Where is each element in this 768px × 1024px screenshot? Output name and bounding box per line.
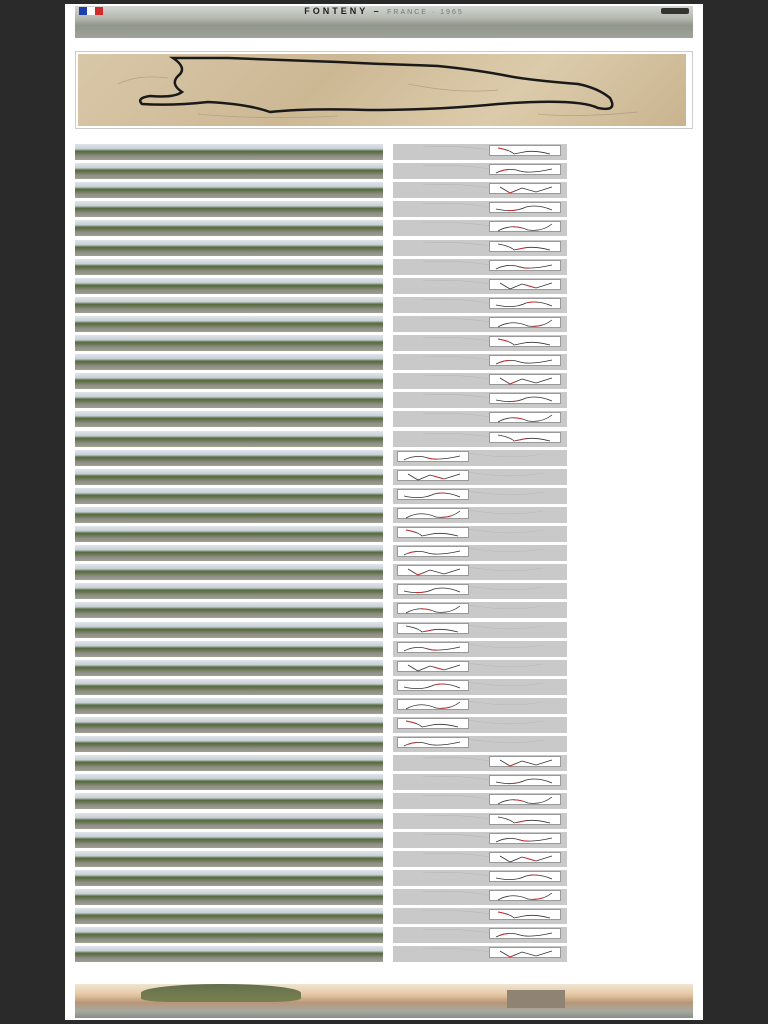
segment-description [577,507,693,523]
mini-track-map [489,298,561,309]
segment-description [577,373,693,389]
mini-track-map [397,623,469,634]
segment-row [75,774,693,790]
segment-description [577,450,693,466]
segment-row [75,660,693,676]
segment-description [577,411,693,427]
segment-row [75,526,693,542]
segment-description [577,392,693,408]
intro-text [75,40,693,50]
segment-description [577,774,693,790]
segment-description [577,927,693,943]
circuit-map [75,51,693,129]
track-diagram-panel [393,946,567,962]
segment-row [75,889,693,905]
segment-description [577,832,693,848]
track-diagram-panel [393,392,567,408]
track-diagram-panel [393,144,567,160]
road-photo-strip [75,679,383,695]
segment-description [577,755,693,771]
mini-track-map [489,279,561,290]
segment-description [577,908,693,924]
segment-row [75,583,693,599]
segment-description [577,545,693,561]
footer-photo [75,984,693,1018]
mini-track-map [397,661,469,672]
track-diagram-panel [393,755,567,771]
road-photo-strip [75,488,383,504]
mini-track-map [397,565,469,576]
segment-row [75,278,693,294]
road-photo-strip [75,851,383,867]
segment-description [577,163,693,179]
segment-description [577,641,693,657]
mini-track-map [397,451,469,462]
segment-description [577,182,693,198]
segment-description [577,679,693,695]
mini-track-map [489,432,561,443]
mini-track-map [489,355,561,366]
segment-row [75,622,693,638]
track-diagram-panel [393,259,567,275]
segment-row [75,507,693,523]
segment-row [75,335,693,351]
page-title [75,6,693,16]
mini-track-map [489,890,561,901]
road-photo-strip [75,411,383,427]
mini-track-map [489,260,561,271]
segment-row [75,755,693,771]
mini-track-map [397,642,469,653]
road-photo-strip [75,564,383,580]
road-photo-strip [75,698,383,714]
road-photo-strip [75,870,383,886]
segment-row [75,927,693,943]
road-photo-strip [75,259,383,275]
track-diagram-panel [393,278,567,294]
road-photo-strip [75,755,383,771]
road-photo-strip [75,526,383,542]
segment-description [577,564,693,580]
map-image [78,54,686,126]
poster [65,4,703,1020]
segment-row [75,736,693,752]
mini-track-map [489,852,561,863]
segment-description [577,431,693,447]
mini-track-map [489,794,561,805]
track-diagram-panel [393,545,567,561]
segment-description [577,660,693,676]
segment-row [75,641,693,657]
mini-track-map [489,241,561,252]
segment-description [577,354,693,370]
track-diagram-panel [393,201,567,217]
track-diagram-panel [393,488,567,504]
track-diagram-panel [393,717,567,733]
road-photo-strip [75,507,383,523]
segment-row [75,182,693,198]
track-diagram-panel [393,641,567,657]
road-photo-strip [75,774,383,790]
track-diagram-panel [393,220,567,236]
road-photo-strip [75,278,383,294]
segment-row [75,717,693,733]
mini-track-map [397,508,469,519]
segment-row [75,354,693,370]
road-photo-strip [75,908,383,924]
road-photo-strip [75,431,383,447]
circuit-route [78,54,686,126]
segment-description [577,469,693,485]
segment-description [577,144,693,160]
track-diagram-panel [393,927,567,943]
segment-description [577,717,693,733]
header [75,6,693,38]
segment-description [577,698,693,714]
segment-row [75,220,693,236]
segment-row [75,163,693,179]
mini-track-map [397,527,469,538]
segment-row [75,373,693,389]
road-photo-strip [75,641,383,657]
track-diagram-panel [393,335,567,351]
mini-track-map [489,909,561,920]
road-photo-strip [75,622,383,638]
track-diagram-panel [393,622,567,638]
segment-row [75,908,693,924]
segment-row [75,392,693,408]
segment-description [577,736,693,752]
segment-row [75,946,693,962]
segment-description [577,201,693,217]
track-diagram-panel [393,564,567,580]
segment-description [577,278,693,294]
track-diagram-panel [393,793,567,809]
track-diagram-panel [393,774,567,790]
segment-row [75,698,693,714]
track-diagram-panel [393,908,567,924]
road-photo-strip [75,144,383,160]
segment-row [75,240,693,256]
track-diagram-panel [393,698,567,714]
segment-description [577,851,693,867]
road-photo-strip [75,469,383,485]
mini-track-map [489,833,561,844]
track-diagram-panel [393,450,567,466]
segment-row [75,679,693,695]
segment-description [577,259,693,275]
road-photo-strip [75,201,383,217]
segment-description [577,488,693,504]
road-photo-strip [75,373,383,389]
title-text: FONTENY [304,6,369,16]
grandstand-building [507,990,565,1008]
road-photo-strip [75,450,383,466]
segment-description [577,316,693,332]
road-photo-strip [75,717,383,733]
road-photo-strip [75,354,383,370]
track-diagram-panel [393,679,567,695]
road-photo-strip [75,736,383,752]
caption-text [75,132,693,140]
mini-track-map [397,603,469,614]
segment-row [75,602,693,618]
segment-description [577,793,693,809]
road-photo-strip [75,583,383,599]
segment-row [75,450,693,466]
mini-track-map [397,699,469,710]
segment-description [577,297,693,313]
road-photo-strip [75,889,383,905]
segment-row [75,316,693,332]
road-photo-strip [75,602,383,618]
segment-row [75,851,693,867]
segment-description [577,870,693,886]
mini-track-map [489,145,561,156]
track-diagram-panel [393,373,567,389]
segment-row [75,564,693,580]
segment-description [577,583,693,599]
track-diagram-panel [393,469,567,485]
track-diagram-panel [393,297,567,313]
segment-row [75,259,693,275]
road-photo-strip [75,392,383,408]
road-photo-strip [75,660,383,676]
road-photo-strip [75,182,383,198]
road-photo-strip [75,946,383,962]
track-diagram-panel [393,526,567,542]
mini-track-map [397,546,469,557]
segment-description [577,602,693,618]
track-diagram-panel [393,832,567,848]
road-photo-strip [75,545,383,561]
road-photo-strip [75,813,383,829]
segment-description [577,220,693,236]
track-diagram-panel [393,354,567,370]
segment-description [577,813,693,829]
segment-row [75,201,693,217]
segment-row [75,469,693,485]
track-diagram-panel [393,583,567,599]
road-photo-strip [75,316,383,332]
mini-track-map [489,947,561,958]
segment-row [75,144,693,160]
mini-track-map [397,718,469,729]
segment-row [75,488,693,504]
subtitle-text: FRANCE · 1965 [387,9,464,16]
segment-row [75,793,693,809]
road-photo-strip [75,163,383,179]
road-photo-strip [75,832,383,848]
road-photo-strip [75,927,383,943]
track-diagram-panel [393,660,567,676]
tree-silhouette [141,984,301,1002]
track-diagram-panel [393,851,567,867]
mini-track-map [489,756,561,767]
segment-row [75,431,693,447]
mini-track-map [489,183,561,194]
mini-track-map [489,393,561,404]
mini-track-map [397,470,469,481]
track-diagram-panel [393,507,567,523]
mini-track-map [489,221,561,232]
segment-description [577,526,693,542]
segment-description [577,335,693,351]
track-diagram-panel [393,602,567,618]
track-diagram-panel [393,736,567,752]
mini-track-map [397,489,469,500]
mini-track-map [489,775,561,786]
mini-track-map [489,871,561,882]
track-diagram-panel [393,411,567,427]
mini-track-map [397,737,469,748]
segment-row [75,297,693,313]
mini-track-map [489,814,561,825]
mini-track-map [489,202,561,213]
segment-description [577,946,693,962]
track-diagram-panel [393,870,567,886]
track-diagram-panel [393,240,567,256]
segment-row [75,411,693,427]
track-diagram-panel [393,163,567,179]
mini-track-map [489,412,561,423]
title-separator: – [373,6,382,16]
segment-row [75,870,693,886]
segment-row [75,813,693,829]
mini-track-map [489,336,561,347]
mini-track-map [489,928,561,939]
segment-description [577,889,693,905]
segment-description [577,622,693,638]
track-diagram-panel [393,182,567,198]
road-photo-strip [75,793,383,809]
mini-track-map [489,164,561,175]
header-badge [661,8,689,14]
mini-track-map [397,584,469,595]
track-diagram-panel [393,431,567,447]
road-photo-strip [75,240,383,256]
mini-track-map [489,374,561,385]
track-diagram-panel [393,316,567,332]
road-photo-strip [75,220,383,236]
road-photo-strip [75,297,383,313]
segment-row [75,832,693,848]
track-diagram-panel [393,813,567,829]
track-diagram-panel [393,889,567,905]
segment-description [577,240,693,256]
segment-row [75,545,693,561]
road-photo-strip [75,335,383,351]
mini-track-map [489,317,561,328]
mini-track-map [397,680,469,691]
